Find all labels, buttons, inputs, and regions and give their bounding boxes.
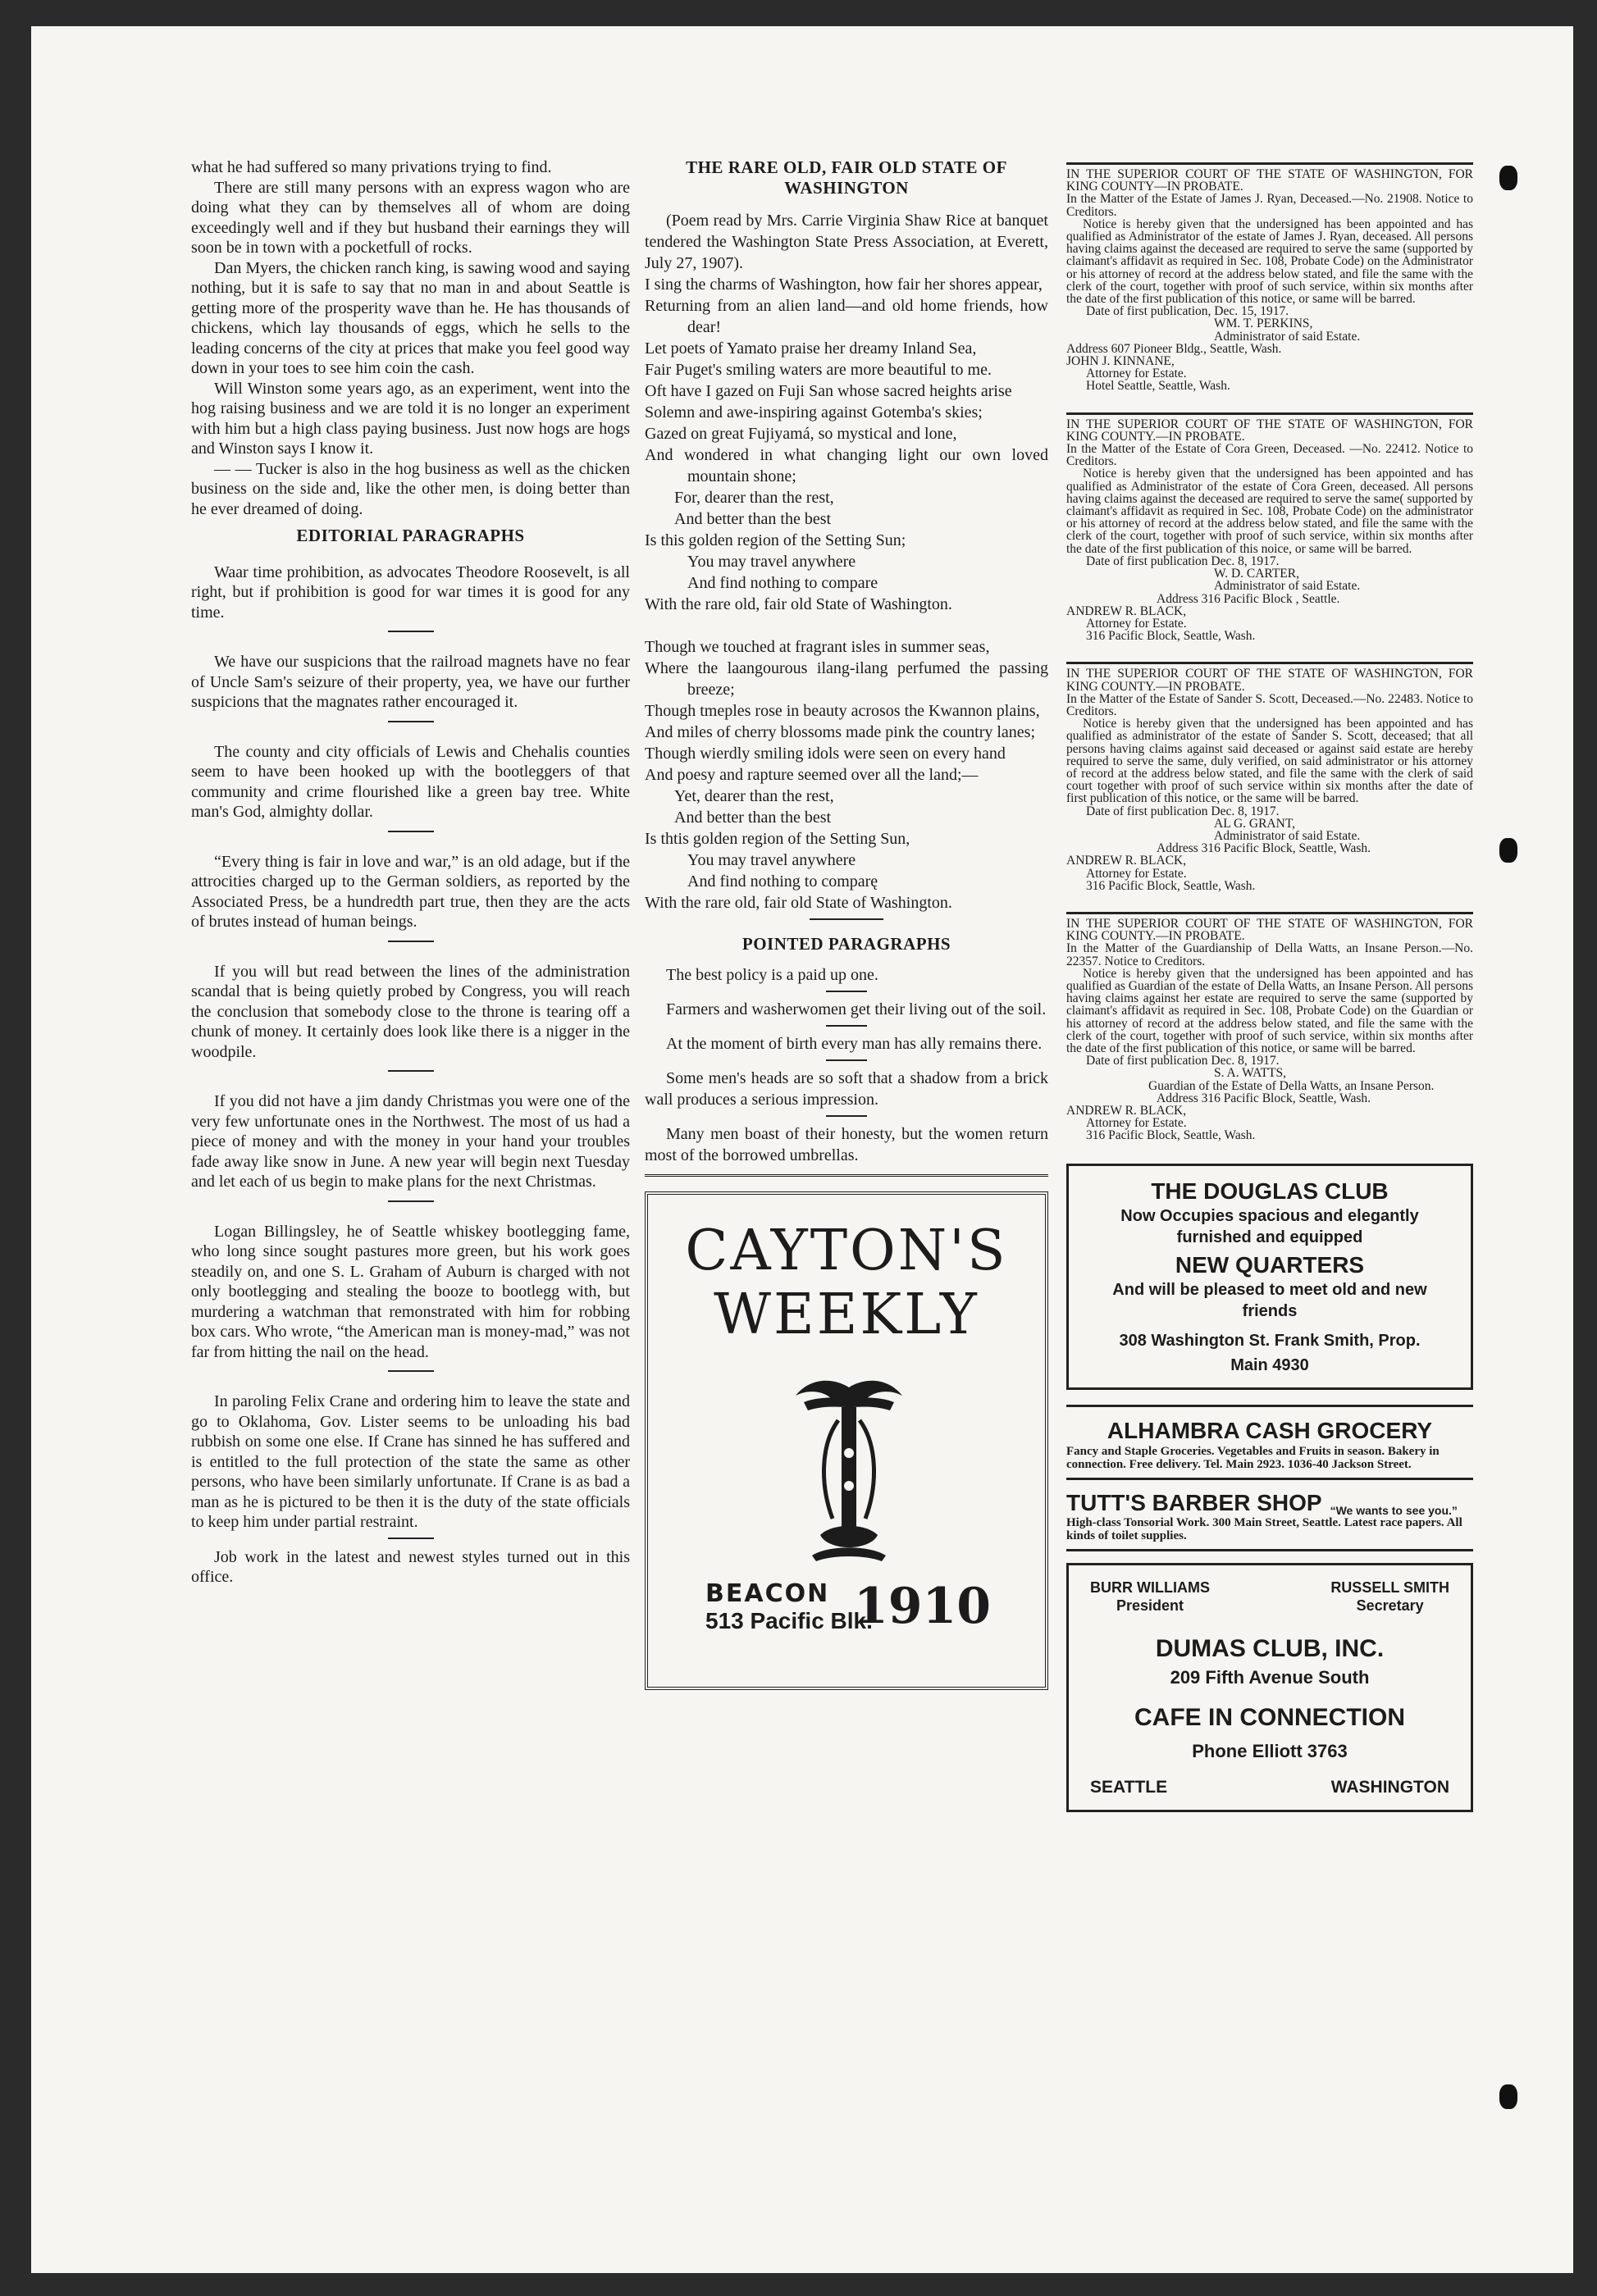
- paragraph: what he had suffered so many privations trying to find.: [191, 158, 552, 176]
- poem-line: And wondered in what changing light our own loved mountain shone;: [645, 446, 1048, 485]
- pointed-paragraph: Farmers and washerwomen get their living out of the soil.: [666, 1000, 1047, 1018]
- ad-line: NEW QUARTERS: [1175, 1251, 1365, 1278]
- separator: [388, 721, 434, 722]
- notice-date: Date of first publication Dec. 8, 1917.: [1086, 804, 1280, 818]
- ad-slogan: “We wants to see you.”: [1330, 1503, 1458, 1517]
- ad-phone: Phone Elliott 3763: [1192, 1740, 1348, 1761]
- poem-line: Though tmeples rose in beauty acrosos the Kwannon plains,: [645, 702, 1040, 720]
- notice-signer: W. D. CARTER,: [1214, 567, 1299, 581]
- binding-hole: [1499, 166, 1517, 190]
- editorial-paragraph: Logan Billingsley, he of Seattle whiskey bootlegging fame, who long since sought pastures more green, but his work goes steadily on, and one S. L. Graham of Auburn is charged with not only bootlegging and stealing the booze to bootlegg with, but murdering a watchman that remonstrated with him for robbing box cars. Who wrote, “the American man is money-mad,” was not far from hitting the nail on the head.: [191, 1222, 630, 1361]
- poem-refrain: You may travel anywhere: [687, 851, 856, 869]
- notice-body: Notice is hereby given that the undersigned has been appointed and has qualified as Administrator of the estate of James J. Ryan, deceased. All persons having claims against the deceased are required to serve the same (supported by claimant's affidavit as required in Sec. 108, Probate Code) on the Administrator or his attorney of record at the address below stated, and file the same with the clerk of the court, together with proof of such service, within six months after the date of the first publication of this notice, or same will be barred.: [1066, 216, 1473, 307]
- ornamental-t-icon: [787, 1371, 910, 1568]
- ad-title-line1: CAYTON'S: [685, 1219, 1008, 1283]
- separator: [388, 1070, 434, 1072]
- ad-title: THE DOUGLAS CLUB: [1151, 1178, 1389, 1204]
- poem-line: With the rare old, fair old State of Washington.: [645, 595, 952, 613]
- pointed-paragraph: Many men boast of their honesty, but the women return most of the borrowed umbrellas.: [645, 1125, 1048, 1164]
- ad-line: Main 4930: [1230, 1355, 1309, 1374]
- pointed-paragraph: At the moment of birth every man has ally remains there.: [666, 1035, 1043, 1053]
- legal-notice: [1066, 662, 1473, 899]
- separator: [826, 1025, 867, 1027]
- separator: [826, 1059, 867, 1061]
- notice-attorney-address: 316 Pacific Block, Seattle, Wash.: [1086, 1128, 1256, 1143]
- notice-court: IN THE SUPERIOR COURT OF THE STATE OF WASHINGTON, FOR KING COUNTY—IN PROBATE.: [1066, 167, 1473, 194]
- notice-body: Notice is hereby given that the undersigned has been appointed and has qualified as administrator of the estate of Sander S. Scott, deceased; that all persons having claims against said deceased or against said estate are hereby required to serve the same, duly verified, on said administrator or his attorney of record at the address below stated, and file the same with the clerk of said court together with proof of such service within six months after the date of first publication of this notice, or the same will be barred.: [1066, 717, 1473, 806]
- notice-attorney-role: Attorney for Estate.: [1086, 866, 1187, 881]
- editorial-paragraph: In paroling Felix Crane and ordering him to leave the state and go to Oklahoma, Gov. Lister seems to be unloading his bad rubbish on some one else. If Crane has sinned he has suffered and is entitled to the full protection of the state the same as other persons, who have been similarly unfortunate. If Crane is as bad a man as he is pictured to be then it is the duty of the state officials to keep him under partial restraint.: [191, 1392, 630, 1531]
- ad-title: ALHAMBRA CASH GROCERY: [1106, 1417, 1433, 1443]
- ad-beacon: BEACON: [705, 1579, 830, 1608]
- notice-address: Address 607 Pioneer Bldg., Seattle, Wash.: [1066, 341, 1282, 356]
- paragraph: Will Winston some years ago, as an experiment, went into the hog raising business and we are told it is no longer an experiment with him but a high class paying business. Just now hogs are hogs and Winston says I know it.: [191, 379, 630, 458]
- paragraph: Dan Myers, the chicken ranch king, is sawing wood and saying nothing, but it is safe to say that no man in and about Seattle is getting more of the prosperity wave than he. He has thousands of chickens, which lay thousands of eggs, which he sells to the leading concerns of the city at prices that make you feel good way down in your toes to see him coin the cash.: [191, 258, 630, 377]
- poem-line: And miles of cherry blossoms made pink the country lanes;: [645, 723, 1036, 741]
- editorial-heading: EDITORIAL PARAGRAPHS: [296, 526, 525, 545]
- notice-address: Address 316 Pacific Block, Seattle, Wash.: [1157, 841, 1371, 856]
- separator: [388, 1538, 434, 1539]
- notice-signer: S. A. WATTS,: [1214, 1066, 1286, 1081]
- notice-attorney: ANDREW R. BLACK,: [1066, 1104, 1187, 1118]
- editorial-paragraph: Waar time prohibition, as advocates Theodore Roosevelt, is all right, but if prohibition is good for war times it is good for any time.: [191, 563, 630, 622]
- notice-matter: In the Matter of the Estate of Cora Green, Deceased. —No. 22412. Notice to Creditors.: [1066, 442, 1473, 469]
- separator: [388, 1370, 434, 1372]
- column-middle: [645, 157, 1048, 1690]
- tutts-barber-ad: [1066, 1480, 1473, 1551]
- separator: [388, 831, 434, 832]
- ad-city: SEATTLE: [1090, 1777, 1168, 1797]
- column-right: [1066, 162, 1473, 1812]
- poem-line: Gazed on great Fujiyamá, so mystical and lone,: [645, 425, 957, 443]
- legal-notice: [1066, 912, 1473, 1149]
- notice-role: Guardian of the Estate of Della Watts, an Insane Person.: [1148, 1078, 1435, 1093]
- notice-date: Date of first publication, Dec. 15, 1917.: [1086, 304, 1289, 319]
- poem-refrain: You may travel anywhere: [687, 553, 856, 571]
- notice-court: IN THE SUPERIOR COURT OF THE STATE OF WASHINGTON, FOR KING COUNTY.—IN PROBATE.: [1066, 667, 1473, 694]
- editorial-paragraph: We have our suspicions that the railroad magnets have no fear of Uncle Sam's seizure of their property, yea, we have our further suspicions that the magnates rather encouraged it.: [191, 653, 630, 711]
- binding-hole: [1499, 2084, 1517, 2109]
- separator: [826, 1115, 867, 1117]
- editorial-paragraph: If you did not have a jim dandy Christmas you were one of the very few unfortunate ones in the Northwest. The most of us had a piece of money and with the money in your hand your troubles fade away like snow in June. A new year will begin next Tuesday and let each of us begin to make plans for the next Christmas.: [191, 1092, 630, 1191]
- officer-name: RUSSELL SMITH: [1330, 1578, 1449, 1596]
- editorial-paragraph: If you will but read between the lines of the administration scandal that is being quietly probed by Congress, you will reach the conclusion that somebody close to the throne is tearing off a chunk of money. It certainly does look like there is a nigger in the woodpile.: [191, 962, 630, 1061]
- notice-body: Notice is hereby given that the undersigned has been appointed and has qualified as Administrator of the estate of Cora Green, deceased. All persons having claims against the deceased are required to serve the same( supported by claimant's affidavit as required in Sec. 108, Probate Code) on the administrator or his attorney of record at the address below stated, and file the same with the clerk of the court, together with proof of such service, within six months after the date of the first publication of this noice, or same will be barred.: [1066, 467, 1473, 556]
- poem-title: THE RARE OLD, FAIR OLD STATE OF WASHINGTON: [686, 157, 1007, 198]
- pointed-heading: POINTED PARAGRAPHS: [741, 934, 951, 954]
- notice-matter: In the Matter of the Guardianship of Della Watts, an Insane Person.—No. 22357. Notice to Creditors.: [1066, 941, 1473, 968]
- column-left: [191, 157, 630, 1588]
- poem-line: Where the laangourous ilang-ilang perfumed the passing breeze;: [645, 659, 1048, 699]
- poem-line: Solemn and awe-inspiring against Gotemba's skies;: [645, 403, 983, 421]
- paragraph: — — Tucker is also in the hog business as well as the chicken business on the side and, like the other men, is doing better than he ever dreamed of doing.: [191, 459, 630, 518]
- notice-date: Date of first publication Dec. 8, 1917.: [1086, 1054, 1280, 1068]
- poem-refrain: And better than the best: [674, 809, 832, 827]
- notice-date: Date of first publication Dec. 8, 1917.: [1086, 554, 1280, 568]
- ad-year: 1910: [854, 1578, 991, 1635]
- poem-line: Returning from an alien land—and old home friends, how dear!: [645, 297, 1048, 336]
- ad-address: 513 Pacific Blk.: [705, 1608, 873, 1633]
- pointed-paragraph: The best policy is a paid up one.: [666, 966, 878, 984]
- notice-address: Address 316 Pacific Block, Seattle, Wash.: [1157, 1091, 1371, 1105]
- notice-matter: In the Matter of the Estate of Sander S. Scott, Deceased.—No. 22483. Notice to Creditors.: [1066, 691, 1473, 718]
- notice-attorney-address: Hotel Seattle, Seattle, Wash.: [1086, 379, 1230, 394]
- caytons-weekly-ad: [645, 1191, 1048, 1690]
- notice-attorney-role: Attorney for Estate.: [1086, 616, 1187, 631]
- poem-refrain: And find nothing to compare: [687, 574, 878, 592]
- pointed-paragraph: Some men's heads are so soft that a shadow from a brick wall produces a serious impression.: [645, 1069, 1048, 1109]
- notice-body: Notice is hereby given that the undersigned has been appointed and has qualified as Guardian of the estate of Della Watts, an Insane Person. All persons having claims against her estate are required to serve the same (supported by claimant's affidavit as required in Sec. 108, Probate Code) on the Guardian or his attorney of record at the address below stated, and file the same with the clerk of the court, together with proof of such service, within six months after the date of the first publication of this notice, or same will be barred.: [1066, 966, 1473, 1055]
- binding-hole: [1499, 838, 1517, 863]
- notice-role: Administrator of said Estate.: [1214, 579, 1361, 594]
- notice-attorney-address: 316 Pacific Block, Seattle, Wash.: [1086, 878, 1256, 893]
- poem-intro: (Poem read by Mrs. Carrie Virginia Shaw Rice at banquet tendered the Washington State Press Association, at Everett, July 27, 1907).: [645, 212, 1048, 272]
- notice-attorney: JOHN J. KINNANE,: [1066, 354, 1175, 369]
- officer-name: BURR WILLIAMS: [1090, 1578, 1210, 1596]
- poem-refrain: For, dearer than the rest,: [674, 489, 834, 507]
- double-rule: [645, 1174, 1048, 1177]
- editorial-paragraph: The county and city officials of Lewis and Chehalis counties seem to have been hooked up with the bootleggers of that community and crime flourished like a green bay tree. White man's God, almighty dollar.: [191, 742, 630, 821]
- poem-line: Though we touched at fragrant isles in summer seas,: [645, 638, 990, 656]
- notice-attorney: ANDREW R. BLACK,: [1066, 854, 1187, 868]
- dumas-club-ad: [1066, 1563, 1473, 1812]
- alhambra-grocery-ad: [1066, 1405, 1473, 1480]
- douglas-club-ad: [1066, 1164, 1473, 1390]
- poem-line: With the rare old, fair old State of Washington.: [645, 894, 952, 912]
- notice-attorney-address: 316 Pacific Block, Seattle, Wash.: [1086, 629, 1256, 644]
- notice-role: Administrator of said Estate.: [1214, 329, 1361, 344]
- ad-state: WASHINGTON: [1330, 1777, 1449, 1797]
- ad-subtitle: CAFE IN CONNECTION: [1134, 1703, 1405, 1731]
- ad-title: TUTT'S BARBER SHOP: [1066, 1489, 1322, 1515]
- separator: [810, 918, 883, 920]
- poem-refrain: Yet, dearer than the rest,: [674, 787, 834, 805]
- poem-line: I sing the charms of Washington, how fair her shores appear,: [645, 276, 1043, 294]
- ad-title: DUMAS CLUB, INC.: [1155, 1634, 1385, 1662]
- poem-refrain: And find nothing to comparę: [687, 872, 878, 891]
- notice-role: Administrator of said Estate.: [1214, 828, 1361, 843]
- ad-line: Fancy and Staple Groceries. Vegetables and Fruits in season. Bakery in connection. Free delivery. Tel. Main 2923. 1036-40 Jackson Street.: [1066, 1444, 1440, 1471]
- poem-line: Though wierdly smiling idols were seen on every hand: [645, 745, 1006, 763]
- notice-attorney-role: Attorney for Estate.: [1086, 1116, 1187, 1131]
- notice-attorney: ANDREW R. BLACK,: [1066, 604, 1187, 618]
- legal-notice: [1066, 162, 1473, 399]
- poem-refrain: And better than the best: [674, 510, 832, 528]
- poem-line: Fair Puget's smiling waters are more beautiful to me.: [645, 361, 992, 379]
- ad-line: High-class Tonsorial Work. 300 Main Street, Seattle. Latest race papers. All kinds of toilet supplies.: [1066, 1515, 1462, 1542]
- officer-secretary: [1330, 1578, 1449, 1615]
- officer-president: [1090, 1578, 1210, 1615]
- notice-attorney-role: Attorney for Estate.: [1086, 367, 1187, 381]
- newspaper-page: [31, 26, 1573, 2273]
- poem-line: Oft have I gazed on Fuji San whose sacred heights arise: [645, 382, 1012, 400]
- notice-signer: WM. T. PERKINS,: [1214, 317, 1313, 331]
- ad-line: 308 Washington St. Frank Smith, Prop.: [1119, 1331, 1421, 1350]
- editorial-paragraph: Job work in the latest and newest styles turned out in this office.: [191, 1547, 630, 1586]
- ad-line: And will be pleased to meet old and new friends: [1112, 1280, 1427, 1320]
- legal-notice: [1066, 412, 1473, 649]
- separator: [388, 941, 434, 942]
- poem-line: And poesy and rapture seemed over all the land;—: [645, 766, 979, 784]
- editorial-paragraph: “Every thing is fair in love and war,” is an old adage, but if the attrocities charged up to the German soldiers, as reported by the Associated Press, be a hundredth part true, then they are the acts of brutes instead of human beings.: [191, 852, 630, 931]
- notice-court: IN THE SUPERIOR COURT OF THE STATE OF WASHINGTON, FOR KING COUNTY.—IN PROBATE.: [1066, 916, 1473, 944]
- separator: [388, 1200, 434, 1202]
- poem-line: Is this golden region of the Setting Sun;: [645, 531, 906, 549]
- notice-signer: AL G. GRANT,: [1214, 816, 1296, 831]
- ad-address: 209 Fifth Avenue South: [1170, 1666, 1370, 1688]
- stanza-break: [645, 615, 1048, 636]
- notice-matter: In the Matter of the Estate of James J. Ryan, Deceased.—No. 21908. Notice to Creditors.: [1066, 192, 1473, 219]
- ad-title-line2: WEEKLY: [714, 1282, 979, 1347]
- separator: [388, 631, 434, 632]
- officer-title: President: [1116, 1597, 1184, 1614]
- notice-address: Address 316 Pacific Block , Seattle.: [1157, 591, 1340, 606]
- paragraph: There are still many persons with an express wagon who are doing what they can by themselves all of whom are doing exceedingly well and if they but husband their earnings they will soon be in town with a pocketfull of rocks.: [191, 178, 630, 257]
- separator: [826, 991, 867, 992]
- poem-line: Let poets of Yamato praise her dreamy Inland Sea,: [645, 339, 977, 358]
- ad-line: Now Occupies spacious and elegantly furnished and equipped: [1120, 1206, 1419, 1246]
- officer-title: Secretary: [1356, 1597, 1424, 1614]
- notice-court: IN THE SUPERIOR COURT OF THE STATE OF WASHINGTON, FOR KING COUNTY.—IN PROBATE.: [1066, 417, 1473, 444]
- poem-line: Is thtis golden region of the Setting Sun,: [645, 830, 910, 848]
